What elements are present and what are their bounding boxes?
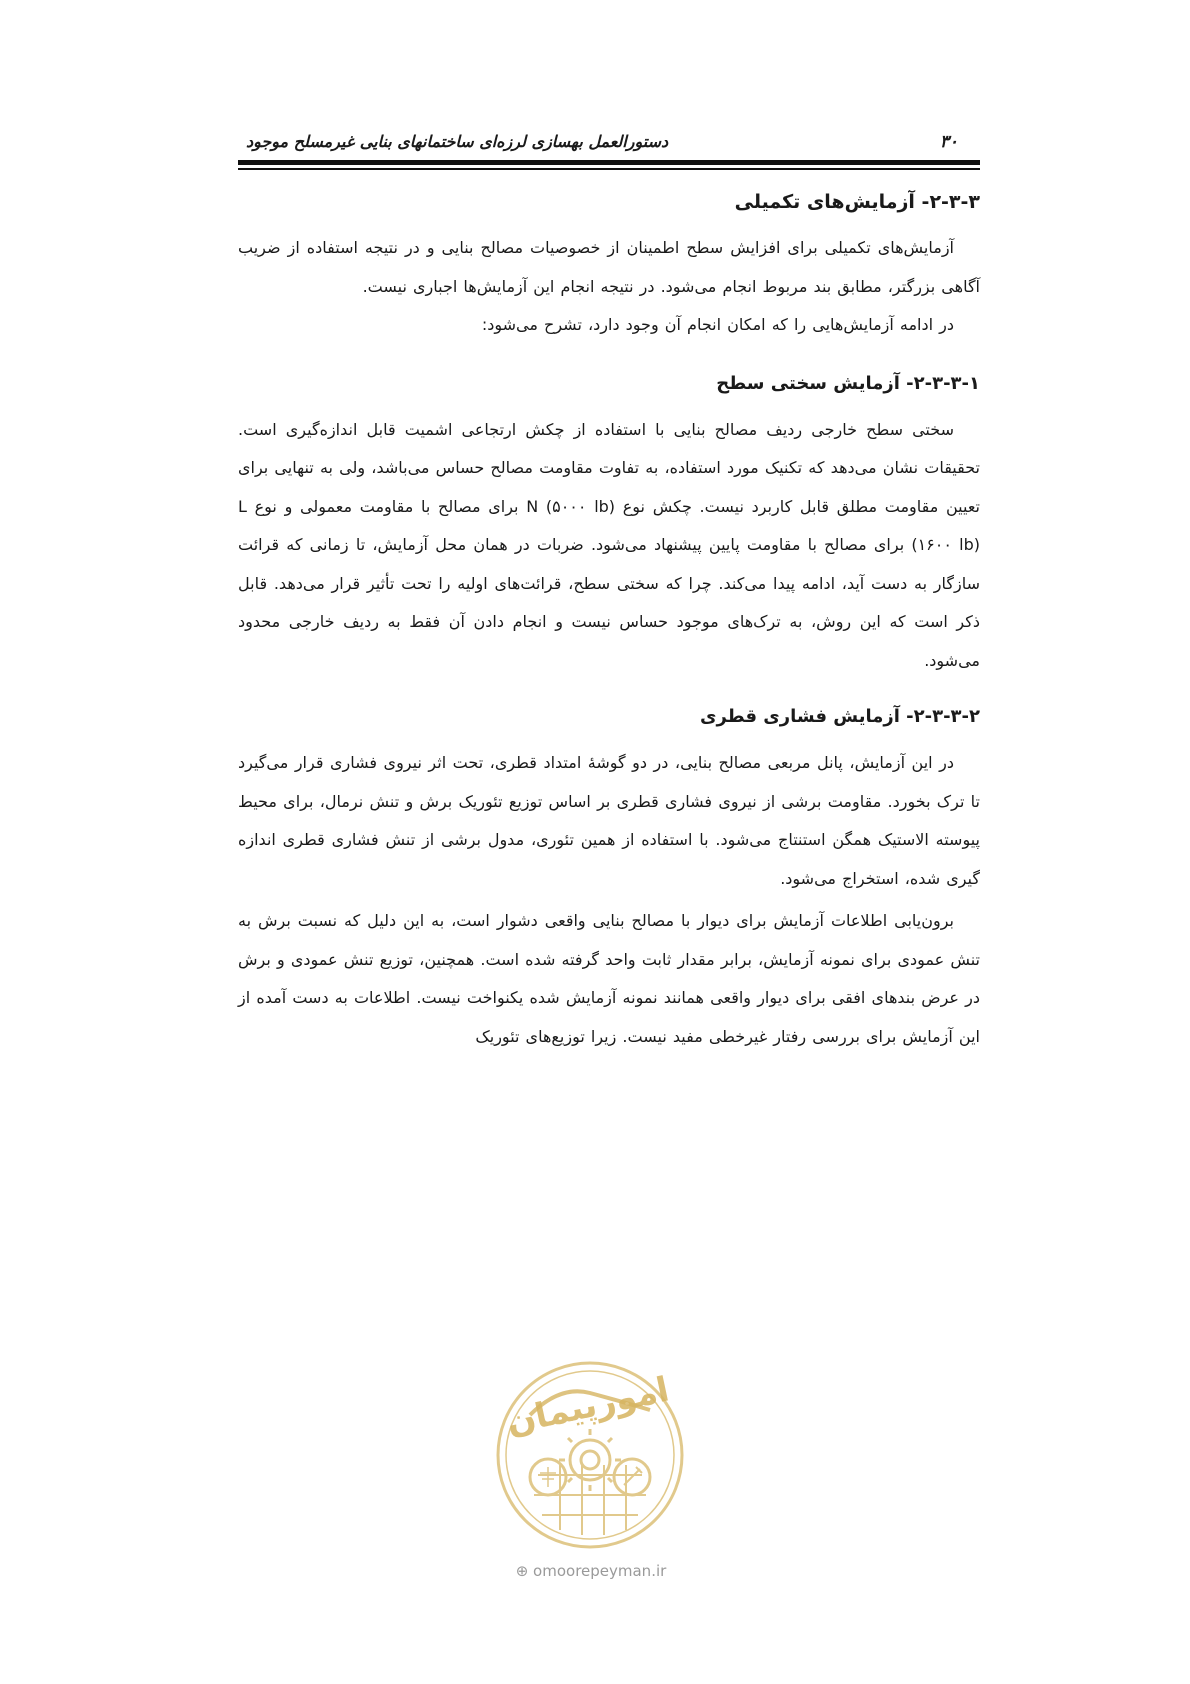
watermark-seal-logo (490, 1355, 690, 1555)
paragraph: در ادامه آزمایش‌هایی را که امکان انجام آن وجود دارد، تشرح می‌شود: (481, 315, 954, 334)
body-text (238, 185, 980, 1056)
header-rule-thin (238, 168, 980, 170)
paragraph: آزمایش‌های تکمیلی برای افزایش سطح اطمینان از خصوصیات مصالح بنایی و در نتیجه استفاده از ضریب آگاهی بزرگتر، مطابق بند مربوط انجام می‌شود. در نتیجه انجام این آزمایش‌ها اجباری نیست. (238, 238, 980, 296)
section-heading: ۲-۳-۳- آزمایش‌های تکمیلی (734, 191, 980, 213)
paragraph: برون‌یابی اطلاعات آزمایش برای دیوار با مصالح بنایی واقعی دشوار است، به این دلیل که نسبت برش به تنش عمودی برای نمونه آزمایش، برابر مقدار ثابت واحد گرفته شده است. همچنین، توزیع تنش عمودی و برش در عرض بندهای افقی برای دیوار واقعی همانند نمونه آزمایش شده یکنواخت نیست. اطلاعات به دست آمده از این آزمایش برای بررسی رفتار غیرخطی مفید نیست. زیرا توزیع‌های تئوریک (238, 911, 980, 1046)
section-diagonal-compression (238, 700, 980, 1056)
seal-lettering: امورپیمان (502, 1369, 673, 1443)
running-title: دستورالعمل بهسازی لرزه‌ای ساختمانهای بنایی غیرمسلح موجود (246, 132, 669, 151)
section-complementary-tests (238, 185, 980, 345)
section-surface-hardness (238, 367, 980, 681)
paragraph: سختی سطح خارجی ردیف مصالح بنایی با استفاده از چکش ارتجاعی اشمیت قابل اندازه‌گیری است. تحقیقات نشان می‌دهد که تکنیک مورد استفاده، به تفاوت مقاومت مصالح حساس می‌باشد، ولی به تنهایی برای تعیین مقاومت مطلق قابل کاربرد نیست. چکش نوع N (۵۰۰۰ lb) برای مصالح با مقاومت معمولی و نوع L (۱۶۰۰ lb) برای مصالح با مقاومت پایین پیشنهاد می‌شود. ضربات در همان محل آزمایش، تا زمانی که قرائت سازگار به دست آید، ادامه پیدا می‌کند. چرا که سختی سطح، قرائت‌های اولیه را تحت تأثیر قرار می‌دهد. قابل ذکر است که این روش، به ترک‌های موجود حساس نیست و انجام دادن آن فقط به ردیف خارجی محدود می‌شود. (238, 419, 981, 670)
section-heading: ۲-۳-۳-۱- آزمایش سختی سطح (716, 372, 980, 394)
watermark-website: ⊕ omoorepeyman.ir (515, 1562, 667, 1580)
globe-icon: ⊕ (515, 1562, 529, 1580)
paragraph: در این آزمایش، پانل مربعی مصالح بنایی، در دو گوشهٔ امتداد قطری، تحت اثر نیروی فشاری قرار می‌گیرد تا ترک بخورد. مقاومت برشی از نیروی فشاری قطری بر اساس توزیع تئوریک برش و تنش نرمال، برای محیط پیوسته الاستیک همگن استنتاج می‌شود. با استفاده از همین تئوری، مدول برشی از تنش فشاری قطری اندازه گیری شده، استخراج می‌شود. (238, 753, 980, 888)
header-rule-thick (238, 160, 980, 165)
page-header (238, 128, 980, 164)
section-heading: ۲-۳-۳-۲- آزمایش فشاری قطری (699, 706, 980, 727)
page-number: ۳۰ (939, 132, 958, 152)
